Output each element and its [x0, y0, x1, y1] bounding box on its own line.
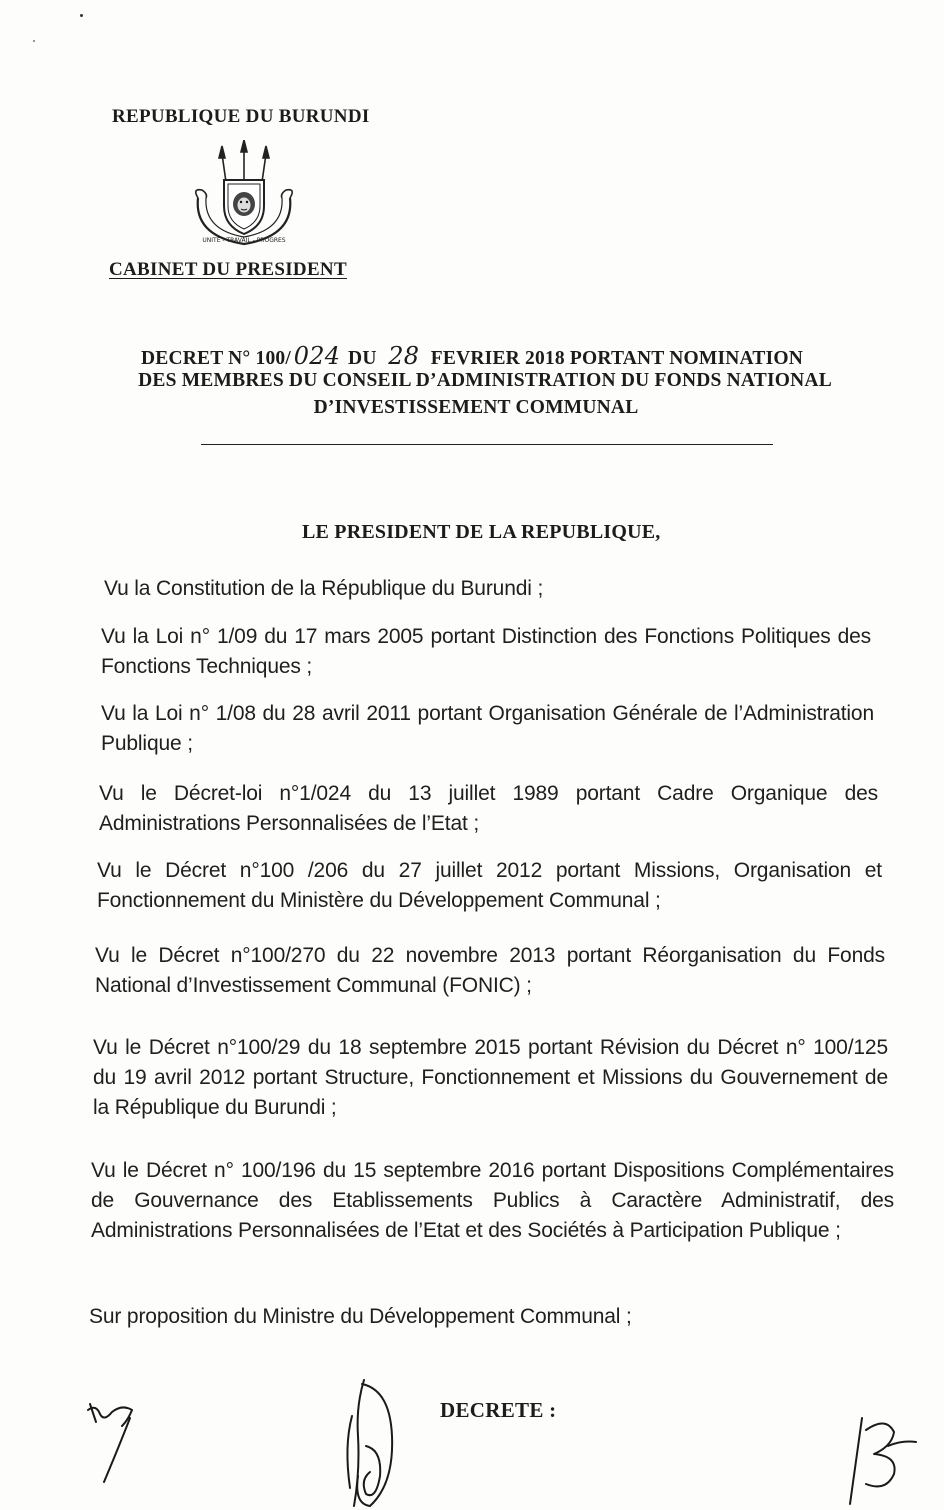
- consideration-decret-100-29: Vu le Décret n°100/29 du 18 septembre 2015 portant Révision du Décret n° 100/125 du 19 avril 2012 portant Structure, Fonctionnement et Missions du Gouvernement de la République du Burundi ;: [93, 1036, 888, 1119]
- consideration-loi-1-09: Vu la Loi n° 1/09 du 17 mars 2005 portant Distinction des Fonctions Politiques des Fonctions Techniques ;: [101, 625, 871, 678]
- decree-title-line-1: [0, 342, 944, 370]
- consideration-constitution: Vu la Constitution de la République du Burundi ;: [104, 577, 544, 600]
- consideration-decret-loi-1-024: Vu le Décret-loi n°1/024 du 13 juillet 1989 portant Cadre Organique des Administrations Personnalisées de l’Etat ;: [99, 782, 878, 835]
- scan-speck: [33, 40, 35, 42]
- country-heading: REPUBLIQUE DU BURUNDI: [112, 106, 370, 127]
- handwritten-decree-number: 024: [293, 342, 341, 370]
- coat-of-arms-emblem: [188, 140, 300, 252]
- proposal-ministre: Sur proposition du Ministre du Développement Communal ;: [89, 1305, 632, 1328]
- consideration-decret-100-206: Vu le Décret n°100 /206 du 27 juillet 2012 portant Missions, Organisation et Fonctionnement du Ministère du Développement Communal ;: [97, 859, 882, 912]
- consideration-decret-100-270: Vu le Décret n°100/270 du 22 novembre 2013 portant Réorganisation du Fonds National d’Investissement Communal (FONIC) ;: [95, 944, 885, 997]
- scan-speck: [80, 14, 83, 17]
- title-separator: [201, 444, 773, 445]
- decree-title-line-2: DES MEMBRES DU CONSEIL D’ADMINISTRATION DU FONDS NATIONAL: [138, 370, 832, 391]
- decrete-heading: DECRETE :: [440, 1398, 557, 1422]
- handwritten-initial-left: [82, 1400, 152, 1490]
- consideration-loi-1-08: Vu la Loi n° 1/08 du 28 avril 2011 portant Organisation Générale de l’Administration Publique ;: [101, 702, 874, 755]
- handwritten-signature-center: [336, 1376, 416, 1510]
- decree-du: DU: [348, 348, 377, 369]
- handwritten-initial-right: [832, 1410, 922, 1510]
- decree-title-line-3: D’INVESTISSEMENT COMMUNAL: [313, 397, 639, 418]
- consideration-decret-100-196: Vu le Décret n° 100/196 du 15 septembre 2016 portant Dispositions Complémentaires de Gouvernance des Etablissements Publics à Caractère Administratif, des Administrations Personnalisées de l’Etat et des Sociétés à Participation Publique ;: [91, 1159, 894, 1242]
- authority-heading: LE PRESIDENT DE LA REPUBLIQUE,: [302, 521, 661, 543]
- decree-title-rest: FEVRIER 2018 PORTANT NOMINATION: [430, 348, 804, 369]
- emblem-motto: UNITE - TRAVAIL - PROGRES: [202, 237, 286, 244]
- office-heading: CABINET DU PRESIDENT: [109, 259, 347, 280]
- decree-number-prefix: DECRET N° 100/: [140, 348, 291, 369]
- handwritten-decree-day: 28: [388, 342, 420, 370]
